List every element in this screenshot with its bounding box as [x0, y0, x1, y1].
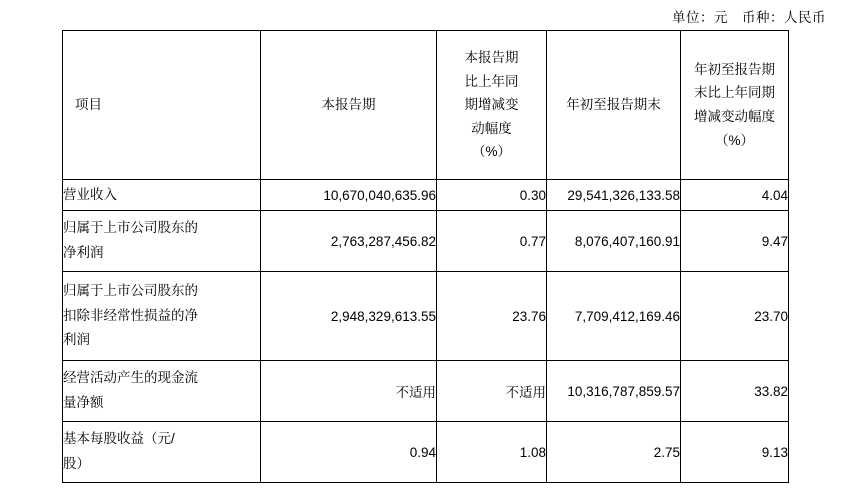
row-label — [63, 272, 261, 361]
cell-ytd: 7,709,412,169.46 — [547, 272, 681, 361]
cell-current-period: 2,763,287,456.82 — [261, 211, 437, 272]
column-header-current-period: 本报告期 — [261, 31, 437, 180]
header-line: 期增减变 — [464, 97, 519, 113]
column-header-current-change — [437, 31, 547, 180]
cell-ytd: 10,316,787,859.57 — [547, 361, 681, 422]
header-line: 末比上年同期 — [694, 85, 775, 101]
cell-ytd-change: 9.47 — [681, 211, 789, 272]
cell-current-period: 不适用 — [261, 361, 437, 422]
cell-current-change: 1.08 — [437, 422, 547, 483]
header-line: 本报告期 — [464, 49, 519, 65]
table-row — [63, 422, 789, 483]
label-line: 归属于上市公司股东的 — [63, 220, 198, 236]
row-label — [63, 422, 261, 483]
header-line: 年初至报告期 — [694, 61, 775, 77]
header-line: （%） — [471, 144, 511, 160]
header-line: 比上年同 — [464, 73, 519, 89]
financial-summary-table — [62, 30, 789, 483]
header-line: 增减变动幅度 — [694, 109, 775, 124]
label-line: 扣除非经常性损益的净 — [63, 307, 198, 323]
table-header-row — [63, 31, 789, 180]
header-line: （%） — [714, 132, 754, 148]
row-label — [63, 180, 261, 211]
cell-current-change: 0.77 — [437, 211, 547, 272]
cell-current-change: 不适用 — [437, 361, 547, 422]
cell-ytd-change: 4.04 — [681, 180, 789, 211]
label-line: 经营活动产生的现金流 — [63, 370, 198, 386]
label-line: 股） — [63, 456, 90, 471]
unit-currency-note — [672, 6, 826, 26]
cell-ytd-change: 23.70 — [681, 272, 789, 361]
label-line: 营业收入 — [63, 186, 117, 202]
row-label — [63, 211, 261, 272]
label-line: 基本每股收益（元/ — [63, 431, 175, 447]
cell-ytd-change: 9.13 — [681, 422, 789, 483]
label-line: 量净额 — [63, 395, 104, 410]
label-line: 利润 — [63, 332, 90, 348]
cell-current-period: 10,670,040,635.96 — [261, 180, 437, 211]
cell-current-change: 0.30 — [437, 180, 547, 211]
cell-current-change: 23.76 — [437, 272, 547, 361]
column-header-ytd: 年初至报告期末 — [547, 31, 681, 180]
cell-ytd: 29,541,326,133.58 — [547, 180, 681, 211]
currency-label: 币种：人民币 — [742, 10, 826, 25]
table-row — [63, 361, 789, 422]
cell-current-period: 2,948,329,613.55 — [261, 272, 437, 361]
table-row — [63, 211, 789, 272]
unit-label: 单位：元 — [672, 10, 728, 25]
label-line: 归属于上市公司股东的 — [63, 282, 198, 298]
header-line: 动幅度 — [471, 120, 512, 136]
column-header-item: 项目 — [63, 31, 261, 180]
row-label — [63, 361, 261, 422]
cell-current-period: 0.94 — [261, 422, 437, 483]
label-line: 净利润 — [63, 245, 104, 260]
cell-ytd-change: 33.82 — [681, 361, 789, 422]
cell-ytd: 2.75 — [547, 422, 681, 483]
column-header-ytd-change — [681, 31, 789, 180]
table-row — [63, 272, 789, 361]
table-row — [63, 180, 789, 211]
cell-ytd: 8,076,407,160.91 — [547, 211, 681, 272]
